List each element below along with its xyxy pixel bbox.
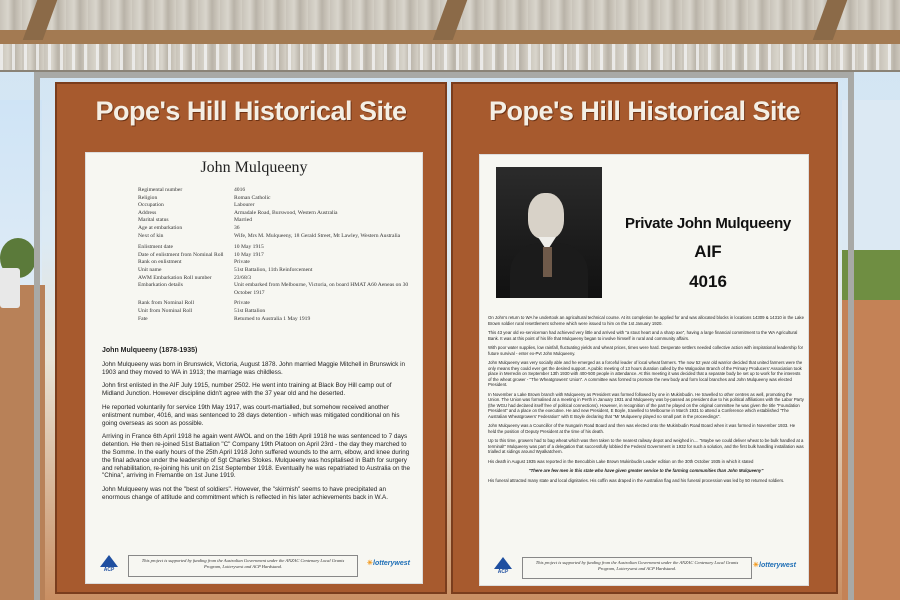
detail-row: Regimental number 4016 (138, 187, 246, 193)
detail-row: Enlistment date 10 May 1915 (138, 244, 264, 251)
unit-label: AIF (694, 242, 722, 261)
detail-row: Rank from Nominal Roll Private (138, 300, 250, 307)
story-paragraph: Up to this time, growers had to bag wheat which was then taken to the nearest railway depot and weighed in.... "Maybe we could deliver wheat to be bulk handled at a terminal!" Mulqueeny was part of a delegation that successfully lobbied the Federal Government in 1932 for such a solution, and the first bulk handling installation was trialled at sidings around Wyalkatchem. (488, 438, 804, 454)
story-paragraph: With poor water supplies, low rainfall, fluctuating yields and wheat prices, times were hard. Desperate settlers needed collective action with inspirational leadership for future survival - enter ex-Pvt John Mulqueeny. (488, 345, 804, 356)
sign-board-left (55, 82, 447, 594)
story-paragraph: His death in August 1935 was reported in the Bencubbin Lake Brown Mukinbudin Leader edition on the 30th October 1935 in which it stated (488, 458, 754, 464)
acp-triangle-icon (494, 557, 512, 569)
funding-note: This project is supported by funding from the Australian Government under the ANZAC Centenary Local Grants Program, Lotterywest and ACP Hardstand. (522, 557, 752, 579)
funding-note: This project is supported by funding from the Australian Government under the ANZAC Centenary Local Grants Program, Lotterywest and ACP Hardstand. (128, 555, 358, 577)
lotterywest-logo: ☀lotterywest (366, 560, 410, 567)
soldier-name-heading: John Mulqueeny (200, 159, 308, 176)
detail-row: AWM Embarkation Roll number 23/68/3 (138, 274, 252, 281)
service-number: 4016 (689, 272, 727, 291)
biography-paragraph: John Mulqueeny was born in Brunswick, Victoria, August 1878. John married Maggie Mitchell in Brunswick in 1903 and they moved to WA in 1913; the marriage was childless. (102, 360, 405, 376)
story-paragraph: In November a Lake Brown branch with Mulqueeny as President was formed followed by one in Mukinbudin. He travelled to other centres as well, promoting the Union. The Union was formalised at a meeting in Perth in January 1931 and Mulqueeny was by-passed as president due to his political affiliations with the Labor Party (the WGU had declared itself free of political connections). However, in recognition of the part he played on the original committee he was given the title "Foundation President" and a place on the executive. He and new President, E Boyle, travelled to Melbourne in March 1931 to attend a Conference which established "The Australian Wheatgrowers' Federation" with E Boyle declaring that "Mr Mulqueeny played no small part in the proceedings". (488, 391, 804, 419)
detail-row: Date of enlistment from Nominal Roll 10 May 1917 (138, 251, 264, 258)
biography-paragraph: Arriving in France 6th April 1918 he again went AWOL and on the 16th April 1918 he was sentenced to 7 days detention. He then re-joined 51st Battalion "C" Company 19th Platoon on April 23rd - the day they marched to the Somme. In the early hours of the 25th April 1918 John suffered wounds to the arm, elbow, and knee during the final advance under the leadership of Sgt Charles Stokes. Mulqueeny was hospitalised in Bath for surgery and rehabilitation, re-joining his unit on 21st September 1918. Eventually he was repatriated to Australia on the "China", arriving in Fremantle on 1st June 1919. (102, 433, 411, 480)
acp-logo: ACP (98, 555, 120, 577)
detail-row: Rank on enlistment Private (138, 259, 250, 266)
sun-icon: ☀ (366, 560, 374, 567)
detail-row: Address Armadale Road, Burswood, Western Australia (138, 209, 338, 216)
newspaper-quote: "There are few men in this state who have given greater service to the farming communities than John Mulqueeny" (528, 468, 764, 473)
rank-name: Private John Mulqueeny (625, 215, 791, 232)
shelter-roof (0, 0, 900, 72)
parked-car (0, 268, 20, 308)
site-title: Pope's Hill Historical Site (95, 96, 407, 126)
biography-panel (85, 152, 423, 584)
soldier-portrait-photo (496, 167, 602, 298)
detail-row: Embarkation details Unit embarked from Melbourne, Victoria, on board HMAT A60 Aeneas on 30 October 1917 (138, 282, 409, 296)
story-paragraph: On John's return to WA he undertook an agricultural technical course. At its completion he applied for and was allocated blocks in locations 14309 & 14310 in the Lake Brown soldier rural resettlement scheme which were issued to him on the 1st January 1920. (488, 315, 804, 326)
detail-row: Religion Roman Catholic (138, 194, 271, 201)
site-title: Pope's Hill Historical Site (488, 96, 800, 126)
story-text (488, 315, 804, 487)
detail-row: Unit from Nominal Roll 51st Battalion (138, 307, 266, 314)
biography-paragraph: He reported voluntarily for service 19th May 1917, was court-martialled, but somehow received another enlistment number, 4016, and was sentenced to 28 days detention - which was mitigated conditional on his going overseas as soon as possible. (102, 403, 400, 427)
detail-row: Unit name 51st Battalion, 11th Reinforcement (138, 266, 313, 273)
detail-row: Marital status Married (138, 217, 253, 224)
sign-board-right (451, 82, 838, 594)
biography-paragraph: John first enlisted in the AIF July 1915, number 2502. He went into training at Black Boy Hill camp out of Midland Junction. However discipline didn't agree with the 37 year old and he deserted. (102, 382, 392, 398)
service-details-table (138, 187, 418, 323)
acp-triangle-icon (100, 555, 118, 567)
portrait-tie (543, 247, 552, 277)
sponsor-footer (92, 553, 416, 579)
acp-logo: ACP (492, 557, 514, 579)
story-panel (479, 154, 809, 586)
biography-text (102, 347, 412, 508)
sponsor-footer (486, 555, 802, 581)
rank-block (614, 215, 802, 292)
detail-row: Fate Returned to Australia 1 May 1919 (138, 315, 311, 322)
roof-slats (0, 44, 900, 70)
detail-row: Occupation Labourer (138, 202, 255, 209)
sun-icon: ☀ (752, 562, 760, 569)
portrait-head (528, 193, 564, 239)
detail-row: Age at embarkation 36 (138, 224, 240, 231)
biography-paragraph: John Mulqueeny was not the "best of soldiers". However, the "skirmish" seems to have precipitated an enormous change of attitude and commitment which is reflected in his later achievements back in W.A. (102, 486, 388, 501)
story-paragraph: John Mulqueeny was a Councillor of the Nungarin Road Board and then was elected onto the Mukinbudin Road Board when it was formed in November 1933. He held the position of Deputy President at the time of his death. (488, 423, 796, 434)
story-paragraph: This 43 year old ex-serviceman had achieved very little and arrived with "a stout heart and a sharp axe", having a large financial commitment to the WA Agricultural Bank. It was at this point of his life that Mulqueeny began to involve himself in rural and community affairs. (488, 330, 798, 341)
story-paragraph: His funeral attracted many state and local dignitaries. His coffin was draped in the Australian flag and his funeral procession was led by 50 returned soldiers. (488, 477, 785, 483)
detail-row: Next of kin Wife, Mrs M. Mulqueeny, 18 Gerald Street, Mt Lawley, Western Australia (138, 232, 401, 239)
biography-heading: John Mulqueeny (1878-1935) (102, 347, 198, 354)
lotterywest-logo: ☀lotterywest (752, 562, 796, 569)
story-paragraph: John Mulqueeny was very socially able and he emerged as a forceful leader of local wheat farmers. The now 52 year old warrior decided that united farmers were the only means they could ever get the desired support. A public meeting of 13 hours duration called by the Walgoolan Branch of the Primary Producers' Association took place in Merredin on September 13th 1930 with 400-500 people in attendance. At this meeting it was decided that a separate body be set up to work for the interests of the wheat grower - "The Wheatgrowers' Union". A committee was formed to promote the new body and form local branches and John Mulqueeny was elected President. (488, 360, 803, 387)
